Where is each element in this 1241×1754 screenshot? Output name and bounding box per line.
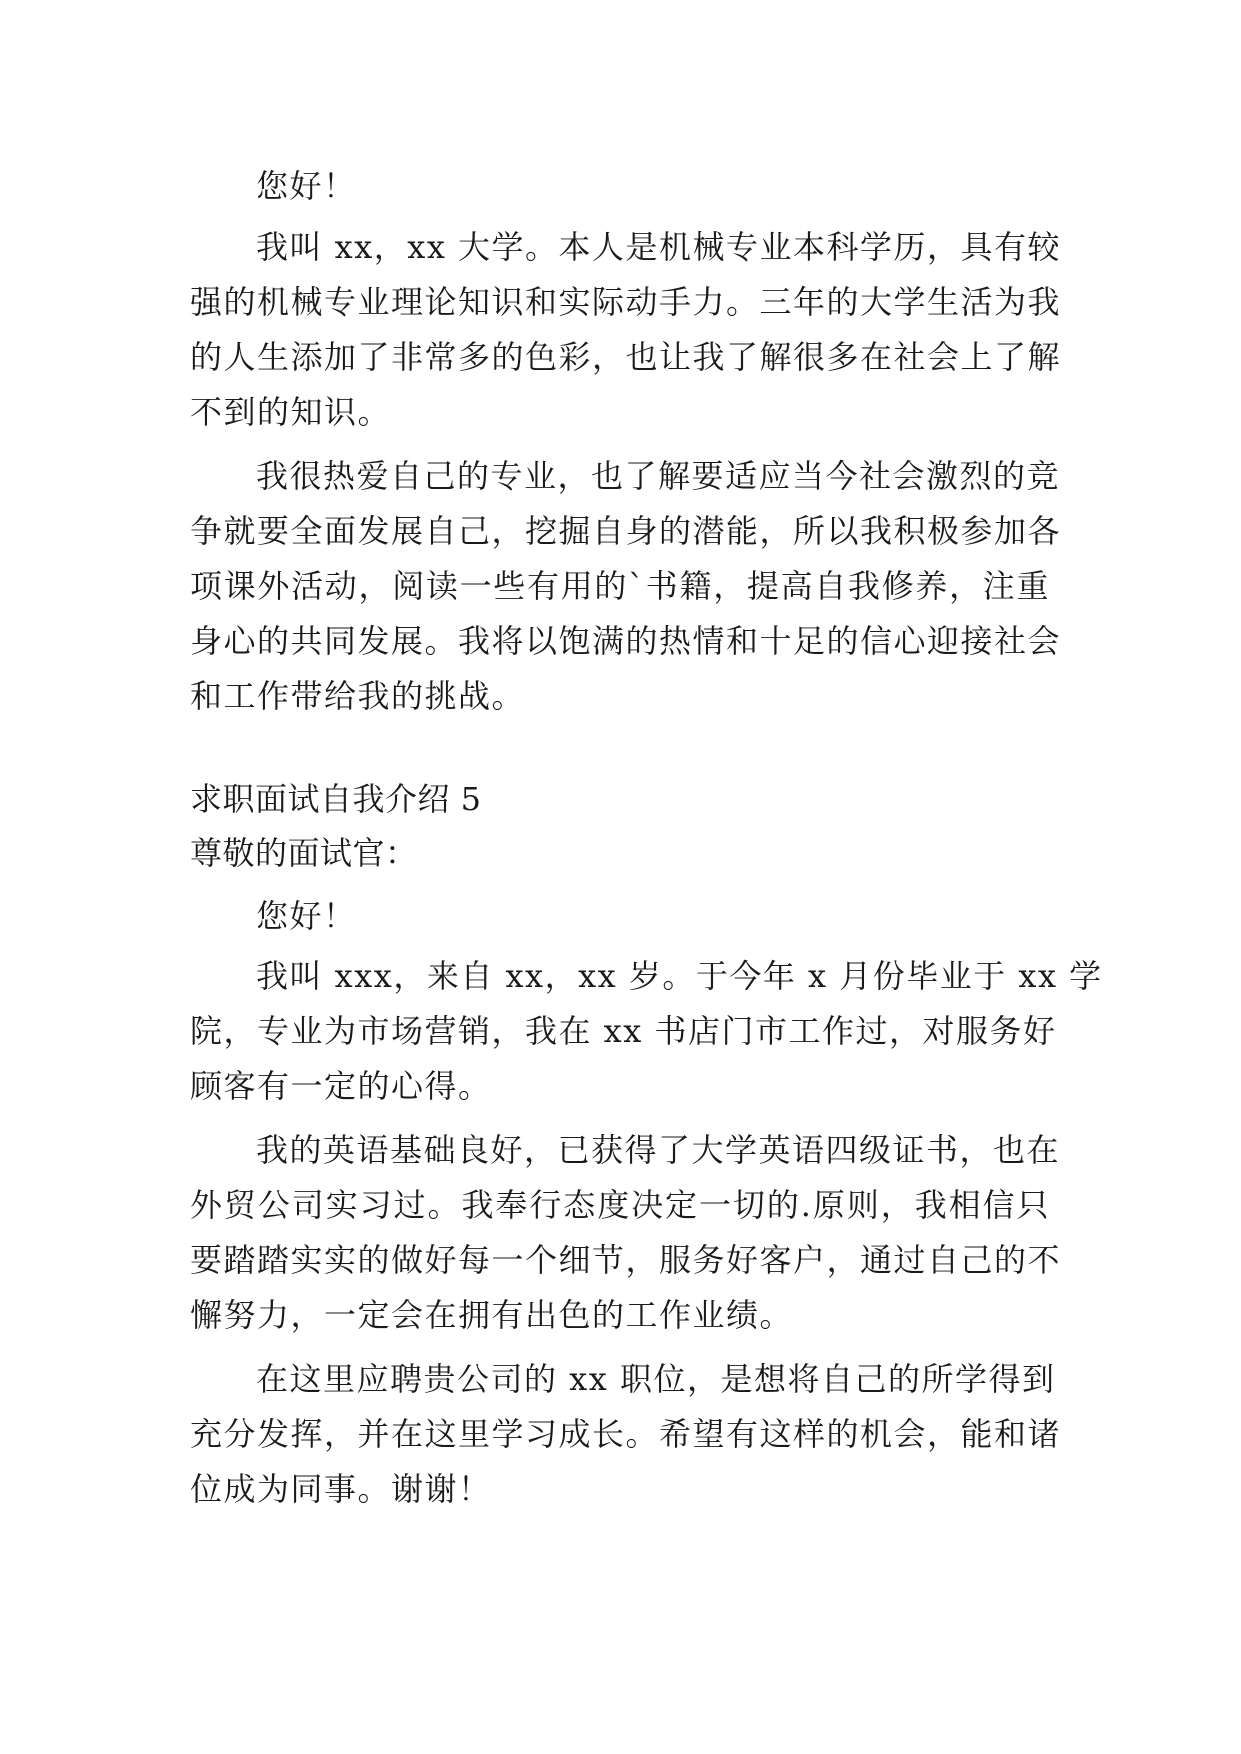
paragraph-line: 争就要全面发展自己，挖掘自身的潜能，所以我积极参加各 xyxy=(190,512,1062,550)
paragraph-line: 要踏踏实实的做好每一个细节，服务好客户，通过自己的不 xyxy=(190,1241,1062,1279)
paragraph-line: 我叫 xx，xx 大学。本人是机械专业本科学历，具有较 xyxy=(256,228,1062,266)
paragraph-line: 外贸公司实习过。我奉行态度决定一切的.原则，我相信只 xyxy=(190,1186,1050,1224)
paragraph-line: 项课外活动，阅读一些有用的`书籍，提高自我修养，注重 xyxy=(190,567,1050,605)
paragraph-line: 懈努力，一定会在拥有出色的工作业绩。 xyxy=(190,1296,794,1334)
section-title: 求职面试自我介绍 5 xyxy=(190,780,482,818)
salutation-text: 尊敬的面试官： xyxy=(190,834,418,872)
greeting-text: 您好！ xyxy=(256,167,357,205)
paragraph-line: 在这里应聘贵公司的 xx 职位，是想将自己的所学得到 xyxy=(256,1360,1056,1398)
paragraph-line: 和工作带给我的挑战。 xyxy=(190,677,526,715)
paragraph-line: 顾客有一定的心得。 xyxy=(190,1067,492,1105)
greeting-text: 您好！ xyxy=(256,897,357,935)
paragraph-line: 不到的知识。 xyxy=(190,393,392,431)
paragraph-line: 充分发挥，并在这里学习成长。希望有这样的机会，能和诸 xyxy=(190,1415,1062,1453)
paragraph-line: 的人生添加了非常多的色彩，也让我了解很多在社会上了解 xyxy=(190,338,1062,376)
paragraph-line: 位成为同事。谢谢！ xyxy=(190,1470,492,1508)
paragraph-line: 我叫 xxx，来自 xx，xx 岁。于今年 x 月份毕业于 xx 学 xyxy=(256,957,1103,995)
paragraph-line: 身心的共同发展。我将以饱满的热情和十足的信心迎接社会 xyxy=(190,622,1062,660)
paragraph-line: 我的英语基础良好，已获得了大学英语四级证书，也在 xyxy=(256,1131,1061,1169)
paragraph-line: 我很热爱自己的专业，也了解要适应当今社会激烈的竞 xyxy=(256,457,1061,495)
paragraph-line: 院，专业为市场营销，我在 xx 书店门市工作过，对服务好 xyxy=(190,1012,1057,1050)
paragraph-line: 强的机械专业理论知识和实际动手力。三年的大学生活为我 xyxy=(190,283,1062,321)
